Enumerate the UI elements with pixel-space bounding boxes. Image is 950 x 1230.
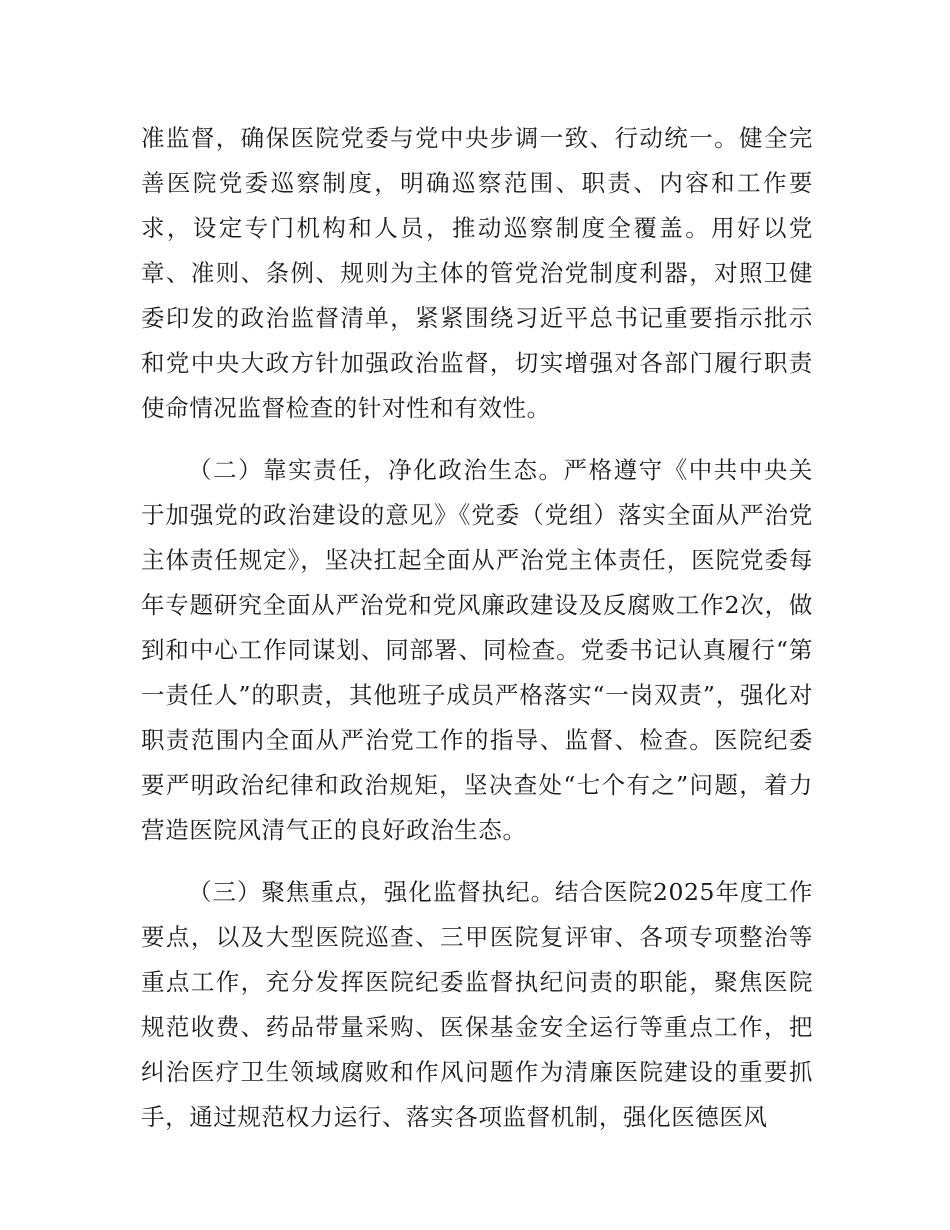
document-body — [141, 116, 813, 1140]
paragraph-section-three: （三）聚焦重点，强化监督执纪。结合医院2025年度工作要点，以及大型医院巡查、三甲医院复评审、各项专项整治等重点工作，充分发挥医院纪委监督执纪问责的职能，聚焦医院规范收费、药品带量采购、医保基金安全运行等重点工作，把纠治医疗卫生领域腐败和作风问题作为清廉医院建设的重要抓手，通过规范权力运行、落实各项监督机制，强化医德医风 — [141, 878, 813, 1131]
paragraph-section-two: （二）靠实责任，净化政治生态。严格遵守《中共中央关于加强党的政治建设的意见》《党委（党组）落实全面从严治党主体责任规定》，坚决扛起全面从严治党主体责任，医院党委每年专题研究全面从严治党和党风廉政建设及反腐败工作2次，做到和中心工作同谋划、同部署、同检查。党委书记认真履行“第一责任人”的职责，其他班子成员严格落实“一岗双责”，强化对职责范围内全面从严治党工作的指导、监督、检查。医院纪委要严明政治纪律和政治规矩，坚决查处“七个有之”问题，着力营造医院风清气正的良好政治生态。 — [141, 456, 813, 844]
paragraph-continued: 准监督，确保医院党委与党中央步调一致、行动统一。健全完善医院党委巡察制度，明确巡察范围、职责、内容和工作要求，设定专门机构和人员，推动巡察制度全覆盖。用好以党章、准则、条例、规则为主体的管党治党制度利器，对照卫健委印发的政治监督清单，紧紧围绕习近平总书记重要指示批示和党中央大政方针加强政治监督，切实增强对各部门履行职责使命情况监督检查的针对性和有效性。 — [141, 124, 813, 422]
